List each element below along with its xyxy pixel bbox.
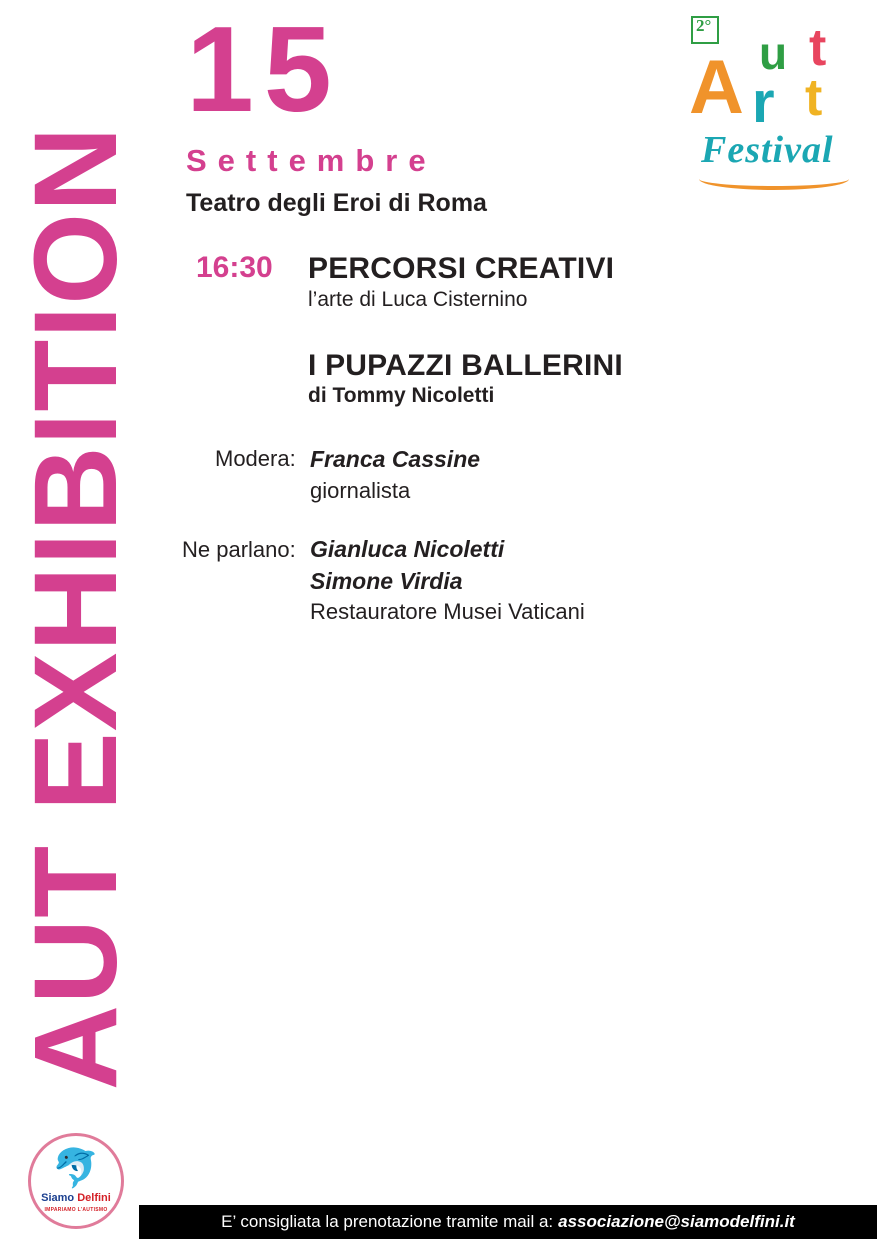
- footer-text: E’ consigliata la prenotazione tramite mail a:: [221, 1212, 554, 1231]
- speakers-label: Ne parlano:: [182, 537, 296, 562]
- vertical-title-text: AUT EXHIBITION: [10, 125, 142, 1090]
- moderator-name: Franca Cassine: [310, 446, 481, 472]
- event-day-number: 15: [186, 1, 342, 137]
- association-name-part2: Delfini: [77, 1192, 111, 1204]
- program-subtitle-2: di Tommy Nicoletti: [308, 384, 495, 407]
- aut-art-festival-logo: [683, 12, 863, 192]
- logo-letter-u: u: [759, 27, 788, 79]
- moderator-role: giornalista: [310, 478, 411, 503]
- association-name: [31, 1192, 121, 1204]
- event-month: Settembre: [186, 143, 437, 178]
- footer-email[interactable]: associazione@siamodelfini.it: [558, 1212, 795, 1231]
- moderator-label: Modera:: [215, 446, 296, 471]
- event-venue: Teatro degli Eroi di Roma: [186, 189, 487, 217]
- program-title-2: I PUPAZZI BALLERINI: [308, 349, 623, 382]
- logo-letter-a: A: [689, 45, 744, 130]
- vertical-exhibition-title: [10, 0, 142, 1215]
- program-subtitle-1: l’arte di Luca Cisternino: [308, 288, 528, 311]
- dolphin-icon: 🐬: [52, 1148, 100, 1190]
- association-tagline: IMPARIAMO L’AUTISMO: [44, 1207, 108, 1213]
- logo-letter-t2: t: [805, 69, 823, 127]
- speaker-name-2: Simone Virdia: [310, 568, 463, 594]
- program-title-1: PERCORSI CREATIVI: [308, 252, 615, 285]
- siamo-delfini-logo: [28, 1133, 124, 1229]
- association-name-part1: Siamo: [41, 1192, 78, 1204]
- logo-letter-r: r: [752, 70, 775, 135]
- edition-number: 2°: [696, 16, 712, 35]
- program-time: 16:30: [196, 251, 273, 284]
- logo-letter-t: t: [809, 19, 827, 77]
- speaker-role: Restauratore Musei Vaticani: [310, 599, 585, 624]
- logo-swash-decoration: [699, 168, 849, 190]
- speaker-name-1: Gianluca Nicoletti: [310, 536, 505, 562]
- footer-bar: [139, 1205, 877, 1239]
- logo-festival-word: Festival: [701, 129, 834, 171]
